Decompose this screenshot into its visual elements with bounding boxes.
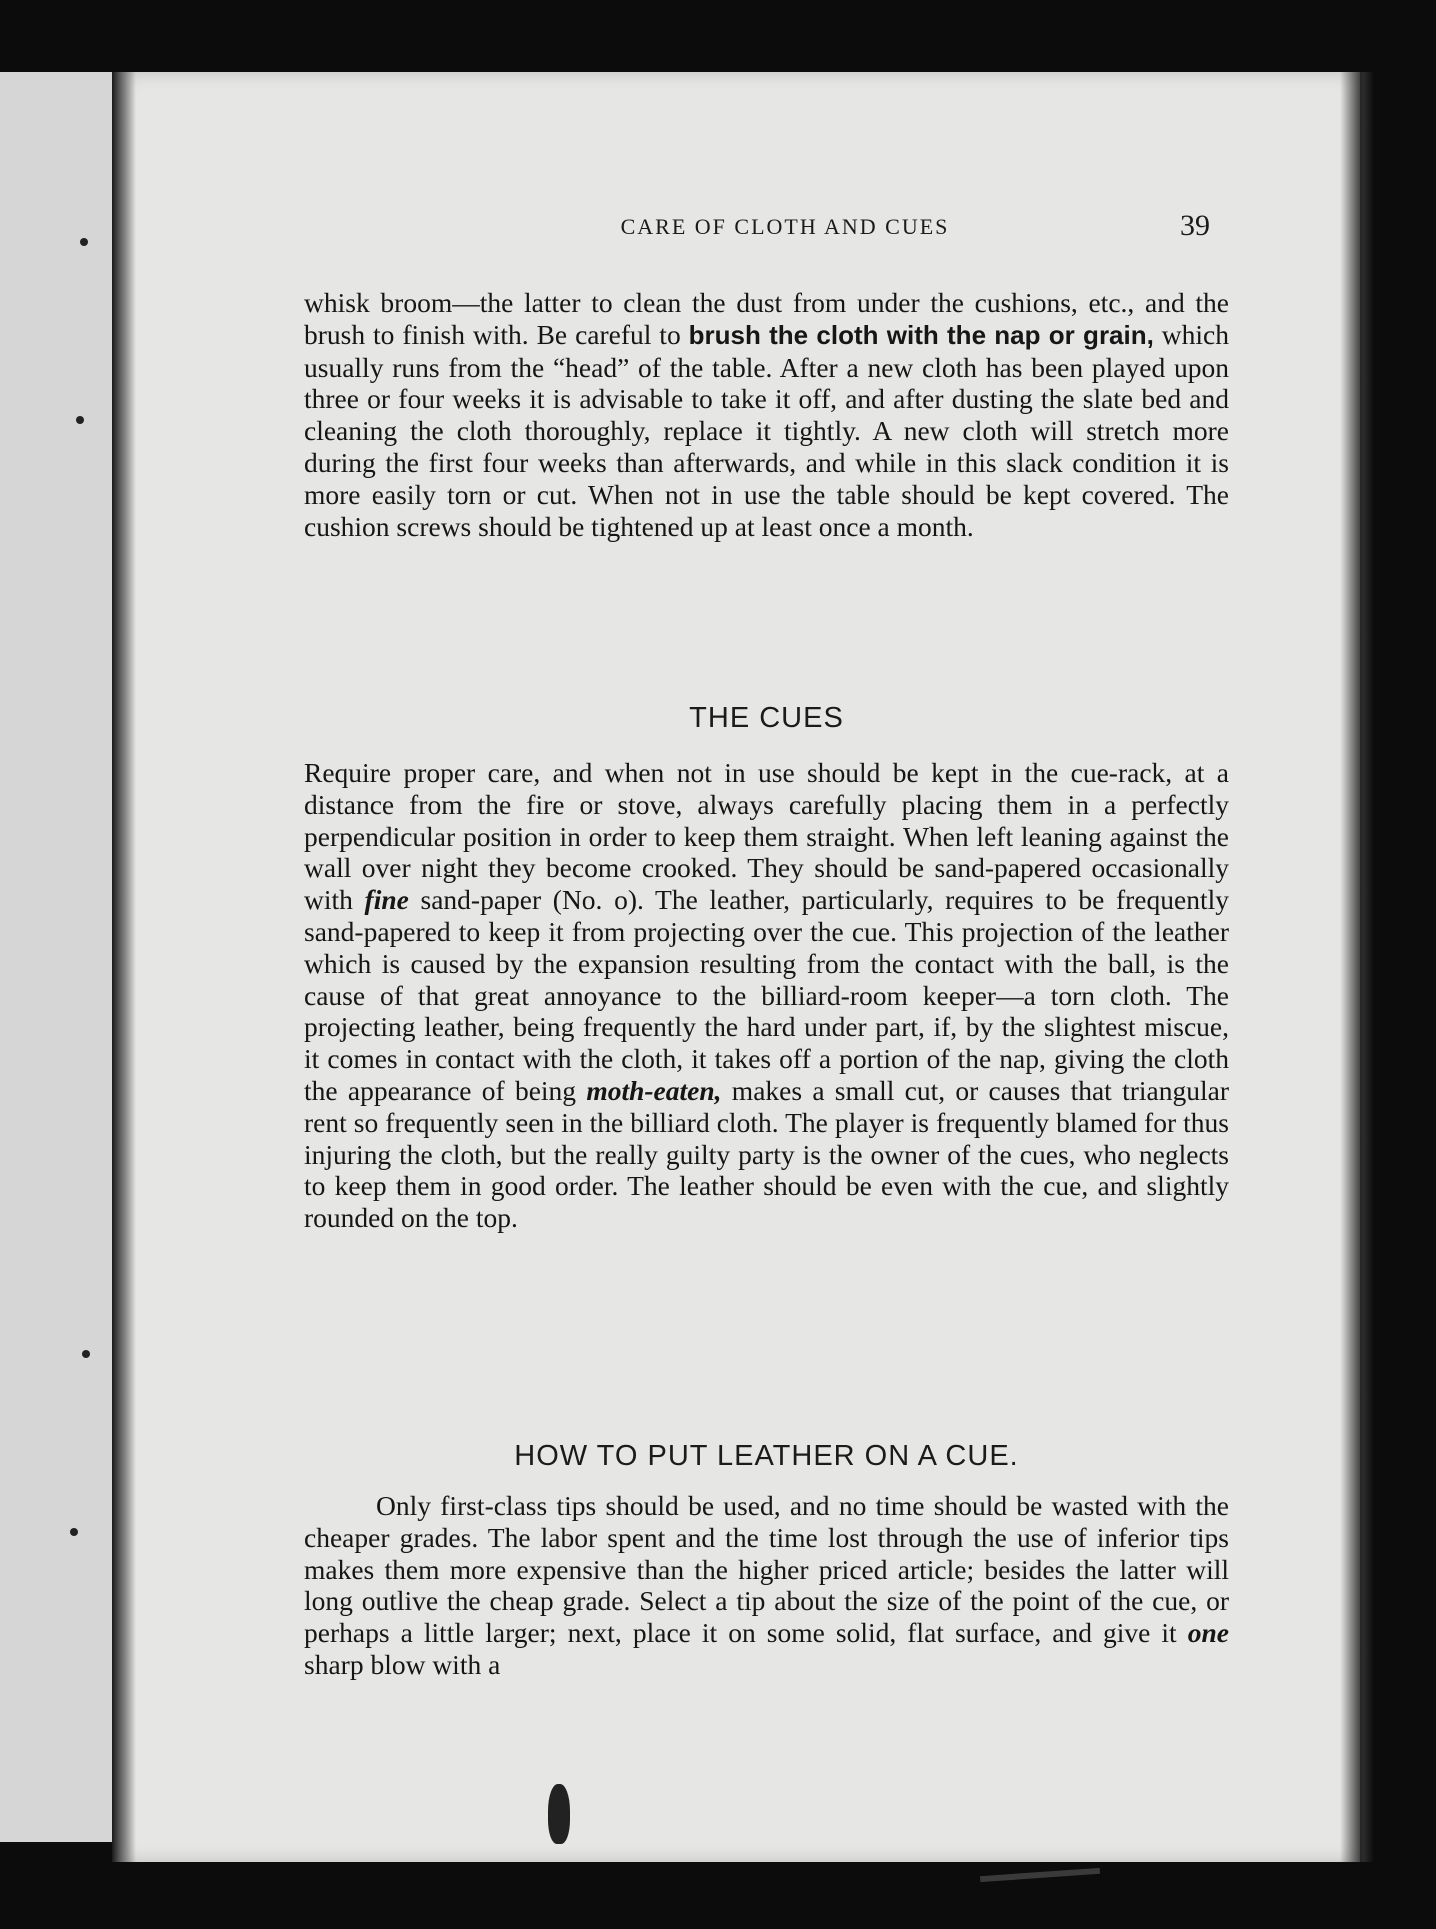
- bold-instruction: brush the cloth with the nap or grain,: [688, 319, 1154, 350]
- section-heading-leather: HOW TO PUT LEATHER ON A CUE.: [514, 1440, 1019, 1472]
- paragraph-text: sharp blow with a: [304, 1648, 501, 1680]
- italic-word: moth-eaten,: [586, 1074, 722, 1106]
- speck: [82, 1350, 90, 1358]
- speck: [80, 238, 88, 246]
- page-number: 39: [1180, 209, 1210, 242]
- paragraph-leather: [304, 1490, 1229, 1681]
- paragraph-text: sand-paper (No. o). The leather, particularly, requires to be frequently sand-papered to keep it from projecting over the cue. This projection of the leather which is caused by the expansion resulting from the contact with the ball, is the cause of that great annoyance to the billiard-room keeper—a torn cloth. The projecting leather, being frequently the hard under part, if, by the slightest miscue, it comes in contact with the cloth, it takes off a portion of the nap, giving the cloth the appearance of being: [304, 884, 1230, 1106]
- speck: [70, 1528, 78, 1536]
- paragraph-text: Only first-class tips should be used, and no time should be wasted with the cheaper grades. The labor spent and the time lost through the use of inferior tips makes them more expensive than the higher priced article; besides the latter will long outlive the cheap grade. Select a tip about the size of the point of the cue, or perhaps a little larger; next, place it on some solid, flat surface, and give it: [304, 1490, 1229, 1649]
- italic-word: one: [1187, 1617, 1229, 1649]
- ink-blot: [548, 1784, 570, 1844]
- section-heading-the-cues: THE CUES: [689, 702, 844, 734]
- paragraph-text: whisk broom—the latter to clean the dust from under the cushions, etc., and the brush to finish with. Be careful to: [304, 287, 1229, 350]
- italic-word: fine: [364, 884, 409, 916]
- paragraph-text: Require proper care, and when not in use should be kept in the cue-rack, at a distance from the fire or stove, always carefully placing them in a perfectly perpendicular position in order to keep them straight. When left leaning against the wall over night they become crooked. They should be sand-papered occasionally with: [304, 757, 1229, 916]
- paragraph-care-of-cloth: [304, 287, 1229, 542]
- spine-shadow: [112, 72, 136, 1862]
- paragraph-the-cues: [304, 757, 1229, 1234]
- paragraph-text: which usually runs from the “head” of the table. After a new cloth has been played upon three or four weeks it is advisable to take it off, and after dusting the slate bed and cleaning the cloth thoroughly, replace it tightly. A new cloth will stretch more during the first four weeks than afterwards, and while in this slack condition it is more easily torn or cut. When not in use the table should be kept covered. The cushion screws should be tightened up at least once a month.: [304, 318, 1229, 542]
- paragraph-text: makes a small cut, or causes that triangular rent so frequently seen in the billiard cloth. The player is frequently blamed for thus injuring the cloth, but the really guilty party is the owner of the cues, who neglects to keep them in good order. The leather should be even with the cue, and slightly rounded on the top.: [304, 1074, 1229, 1234]
- speck: [76, 416, 84, 424]
- page-edge-shadow: [1340, 72, 1374, 1862]
- running-head: CARE OF CLOTH AND CUES: [620, 214, 950, 239]
